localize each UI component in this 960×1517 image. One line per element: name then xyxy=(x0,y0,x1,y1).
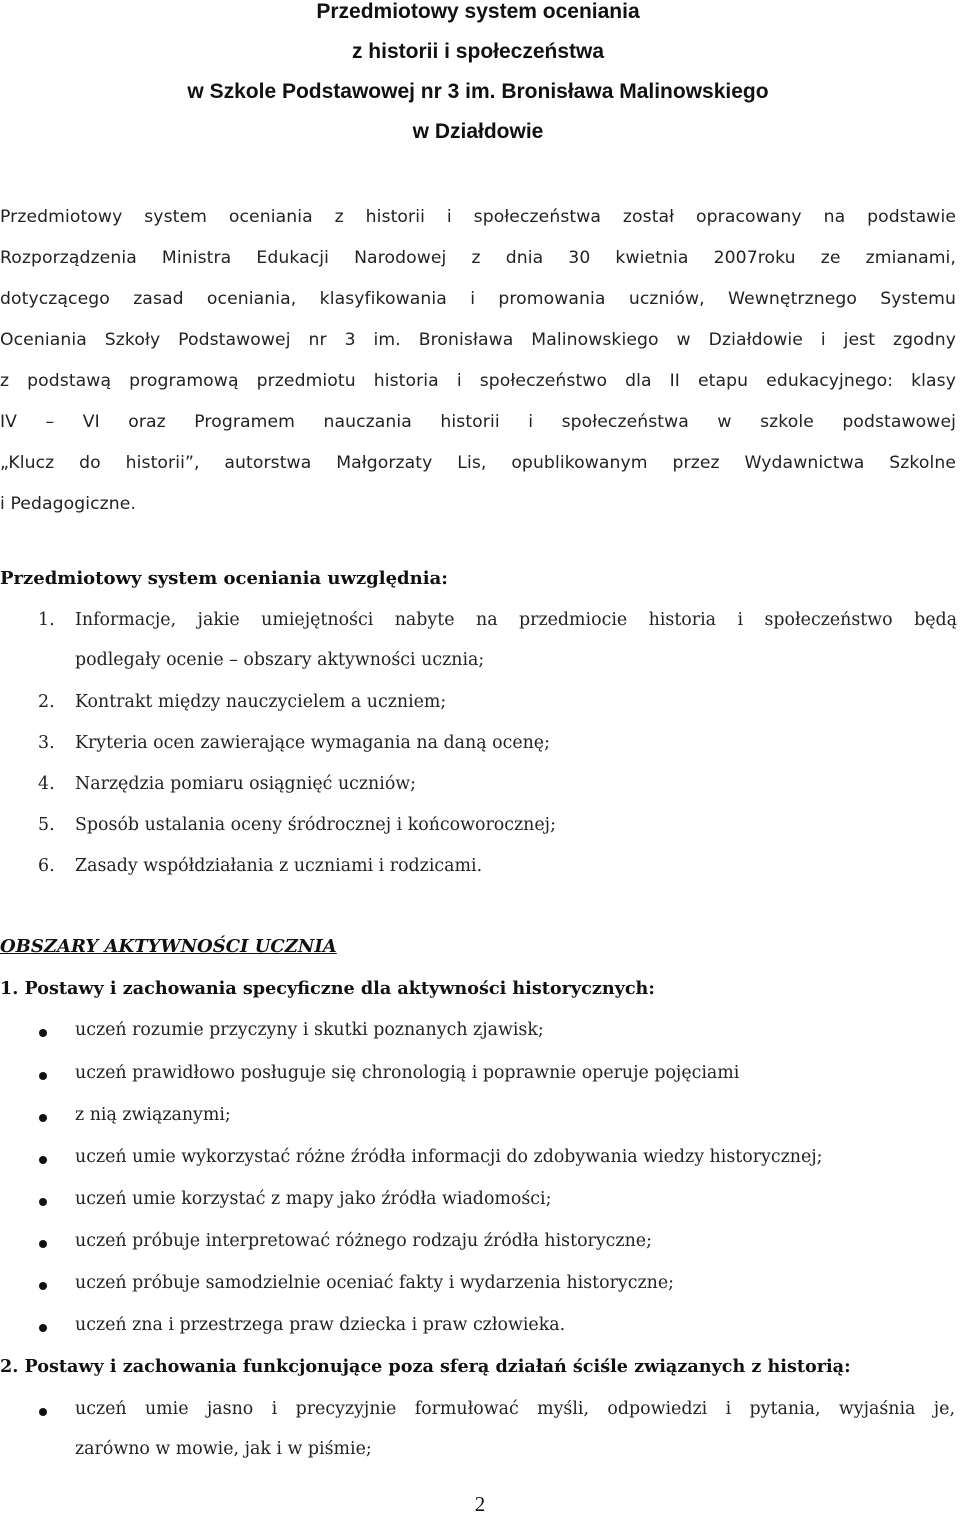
title-line-2: z historii i społeczeństwa xyxy=(351,40,605,63)
bullet-text: uczeń umie jasno i precyzyjnie formułować myśli, odpowiedzi i pytania, wyjaśnia je, xyxy=(75,1399,955,1419)
title-line-1: Przedmiotowy system oceniania xyxy=(316,0,640,23)
document-title xyxy=(0,0,960,160)
bullet-text: uczeń próbuje interpretować różnego rodzaju źródła historyczne; xyxy=(75,1231,652,1251)
bullet-icon xyxy=(39,1156,47,1164)
bullet-text: uczeń próbuje samodzielnie oceniać fakty i wydarzenia historyczne; xyxy=(75,1273,674,1293)
bullet-text: uczeń prawidłowo posługuje się chronologią i poprawnie operuje pojęciami xyxy=(75,1063,740,1083)
intro-line: dotyczącego zasad oceniania, klasyfikowania i promowania uczniów, Wewnętrznego Systemu xyxy=(0,289,956,309)
list-item-text: Informacje, jakie umiejętności nabyte na przedmiocie historia i społeczeństwo będą xyxy=(75,610,957,630)
list-item-number: 2. xyxy=(38,692,55,712)
bullet-text: uczeń umie wykorzystać różne źródła informacji do zdobywania wiedzy historycznej; xyxy=(75,1147,823,1167)
list-item-number: 1. xyxy=(38,610,55,630)
list-item-text: Zasady współdziałania z uczniami i rodzicami. xyxy=(75,856,483,876)
title-line-4: w Działdowie xyxy=(412,120,544,143)
bullet-icon xyxy=(39,1029,47,1037)
bullet-text: uczeń zna i przestrzega praw dziecka i praw człowieka. xyxy=(75,1315,566,1335)
list-item-text: Sposób ustalania oceny śródrocznej i końcoworocznej; xyxy=(75,815,556,835)
list-item-text: Narzędzia pomiaru osiągnięć uczniów; xyxy=(75,774,417,794)
bullet-text: zarówno w mowie, jak i w piśmie; xyxy=(75,1439,372,1459)
bullet-icon xyxy=(39,1282,47,1290)
bullet-icon xyxy=(39,1072,47,1080)
intro-paragraph xyxy=(0,197,956,525)
bullet-icon xyxy=(39,1240,47,1248)
intro-line: z podstawą programową przedmiotu historia i społeczeństwo dla II etapu edukacyjnego: klasy xyxy=(0,371,956,391)
bullet-icon xyxy=(39,1324,47,1332)
pso-heading: Przedmiotowy system oceniania uwzględnia: xyxy=(0,568,448,589)
bullet-icon xyxy=(39,1114,47,1122)
intro-line: Przedmiotowy system oceniania z historii i społeczeństwa został opracowany na podstawie xyxy=(0,207,956,227)
bullet-text: uczeń umie korzystać z mapy jako źródła wiadomości; xyxy=(75,1189,552,1209)
bullet-icon xyxy=(39,1198,47,1206)
page-number: 2 xyxy=(474,1492,486,1516)
intro-line: Oceniania Szkoły Podstawowej nr 3 im. Bronisława Malinowskiego w Działdowie i jest zgodny xyxy=(0,330,956,350)
intro-line: i Pedagogiczne. xyxy=(0,494,137,514)
section-2-heading: 2. Postawy i zachowania funkcjonujące poza sferą działań ściśle związanych z historią: xyxy=(0,1356,851,1377)
list-item-number: 5. xyxy=(38,815,55,835)
list-item-number: 3. xyxy=(38,733,55,753)
list-item-text: Kontrakt między nauczycielem a uczniem; xyxy=(75,692,447,712)
list-item-text: Kryteria ocen zawierające wymagania na daną ocenę; xyxy=(75,733,550,753)
section-1-heading: 1. Postawy i zachowania specyficzne dla aktywności historycznych: xyxy=(0,978,655,999)
bullet-text: uczeń rozumie przyczyny i skutki poznanych zjawisk; xyxy=(75,1020,544,1040)
intro-line: IV – VI oraz Programem nauczania historii i społeczeństwa w szkole podstawowej xyxy=(0,412,956,432)
bullet-text: z nią związanymi; xyxy=(75,1105,231,1125)
intro-line: Rozporządzenia Ministra Edukacji Narodowej z dnia 30 kwietnia 2007roku ze zmianami, xyxy=(0,248,956,268)
obszary-title: OBSZARY AKTYWNOŚCI UCZNIA xyxy=(0,936,337,957)
intro-line: „Klucz do historii”, autorstwa Małgorzaty Lis, opublikowanym przez Wydawnictwa Szkolne xyxy=(0,453,956,473)
title-line-3: w Szkole Podstawowej nr 3 im. Bronisława Malinowskiego xyxy=(187,80,769,103)
list-item-text: podlegały ocenie – obszary aktywności ucznia; xyxy=(75,650,485,670)
list-item-number: 6. xyxy=(38,856,55,876)
list-item-number: 4. xyxy=(38,774,55,794)
bullet-icon xyxy=(39,1408,47,1416)
